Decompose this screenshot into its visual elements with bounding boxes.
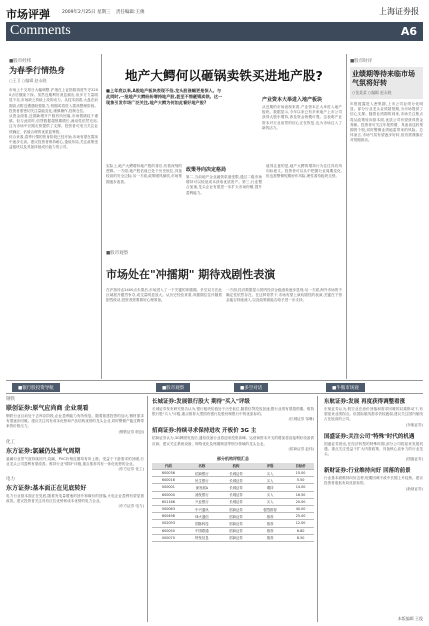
table-cell: 20.00 (287, 498, 314, 505)
table-cell: 12.00 (287, 520, 314, 527)
second-article (106, 248, 342, 378)
table-row (152, 470, 314, 477)
lead-paragraph: 值得注意的是,地产大鳄的增持行为往往具有风向标意义。投资者可以从中把握行业周期变化,但也需警惕短期炒作风险,理性看待板块走势。 (266, 164, 342, 179)
table-header: 机构 (219, 463, 253, 470)
side-paragraph: 从近期的市场表现来看,产业资本正大举进入地产板块。数据显示,今年以来已有多家地产上市公司获得大股东增持,涉及资金规模可观。这表明产业资本对行业前景的信心正在恢复,也为市场注入了新的活力。 (262, 105, 342, 130)
table-cell: 推荐 (253, 513, 287, 520)
news-text: 电力行业基本面正在见底,随着发电量增速的回升和煤价的回落,火电企业盈利有望显著改善。建议投资者关注具有区位优势和成本优势的电力企业。 (6, 494, 144, 504)
page-editor: 责任编辑:王俊 (115, 10, 145, 15)
lead-subhead: 政策导向决定格局 (186, 167, 227, 173)
news-source: (东航证券) (405, 422, 423, 427)
column-tag: ■股市观察 (106, 251, 129, 256)
table-row (152, 527, 314, 534)
section-english: Comments (10, 23, 71, 38)
lead-paragraph: 实际上,地产大鳄增持地产股的背后,有着深刻的逻辑。一方面,地产股估值已处于历史低位,具备较高的安全边际;另一方面,政策暖风频吹,市场预期逐步改善。 (106, 164, 182, 184)
news-item (324, 466, 423, 491)
link-item[interactable]: ■多空对话 (234, 383, 268, 392)
table-cell: 招商证券 (219, 527, 253, 534)
table-cell: 000063 (152, 505, 185, 512)
table-header: 目标价 (287, 463, 314, 470)
news-headline: 东方证券:氯碱仍处景气周期 (6, 447, 81, 455)
table-cell: 烽火通信 (185, 513, 219, 520)
news-headline: 联创证券:原气应尚商 企业观看 (6, 405, 89, 412)
table-cell: 推荐 (253, 520, 287, 527)
table-cell: 民生银行 (185, 477, 219, 484)
article-paragraph: 年报披露进入密集期,上市公司业绩分化明显。部分行业龙头业绩超预期,为市场提供了信心支撑。随着业绩期的到来,市场关注焦点将从政策转向基本面,优质公司有望获得资金青睐。投资者可关注年报预增、具备高送转预期的个股,同时警惕业绩地雷带来的风险。总体而言,市场气氛有望逐步好转,但仍需谨慎应对短期波动。 (350, 102, 423, 143)
table-header: 评级 (253, 463, 287, 470)
article-paragraph: 在沪指冲击2400点未果后,市场进入了一个关键的冲擂期。多空双方在此区域展开激烈争夺,成交量明显放大。从历史经验来看,冲擂期往往伴随着剧烈波动,投资者需要做好心理准备。 (106, 288, 222, 303)
table-cell: 5.50 (287, 477, 314, 484)
table-cell: 特发信息 (185, 534, 219, 541)
page-header (6, 4, 423, 52)
news-headline: 国盛证券:关注公司"特殊"时代的机遇 (324, 433, 415, 440)
newspaper-page (6, 4, 423, 622)
table-cell: 600000 (152, 491, 185, 498)
table-cell: 招商证券 (219, 505, 253, 512)
news-headline: 长城证券:发展银行股大 期待"买入"评级 (152, 399, 250, 405)
link-item[interactable]: ■银行股投资导航 (12, 383, 60, 392)
article-paragraph: 市场上个交易日大幅调整,沪指在上证指数再度失守2200点后继续下探。虽然近期利好消息频出,但多方力量明显不足,市场缺乏持续上攻的动力。从技术面看,大盘在前期高点附近遭遇较强阻力,短期或将进入震荡整理阶段。投资者需密切关注量能变化,谨慎操作,控制仓位。 (9, 88, 98, 113)
article-byline: ○王卫 ○编辑 赵永晓 (9, 78, 47, 83)
news-source: (招商证券 赵伟) (288, 446, 314, 451)
table-cell: 兴业银行 (185, 498, 219, 505)
news-item (6, 476, 144, 509)
table-cell: 中兴通讯 (185, 505, 219, 512)
table-cell: 600036 (152, 470, 185, 477)
header-bar (6, 22, 423, 41)
news-text: 氯碱行业景气度持续回升,烧碱、PVC价格近期均有所上涨。受益于下游需求的回暖,行业龙头公司盈利有望改善。维持行业"增持"评级,重点推荐具有一体化优势的企业。 (6, 456, 144, 466)
table-cell: 推荐 (253, 527, 287, 534)
table-cell: 招商证券 (219, 520, 253, 527)
table-cell: 长城证券 (219, 470, 253, 477)
table-row (152, 513, 314, 520)
news-column-middle (152, 396, 318, 622)
news-text: 国盛证券指出,在经济转型的特殊时期,部分公司将迎来发展机遇。重点关注受益于扩大内需政策、具备核心竞争力的行业龙头。 (324, 441, 423, 457)
table-caption: 部分机构评级汇总 (217, 455, 249, 461)
table-cell: 000070 (152, 534, 185, 541)
table-cell: 深发展A (185, 484, 219, 491)
table-cell: 600050 (152, 527, 185, 534)
table-cell: 000001 (152, 484, 185, 491)
news-source: (东方证券 电力) (118, 504, 144, 509)
table-header-row (152, 463, 314, 470)
table-cell: 15.00 (287, 470, 314, 477)
table-header: 代码 (152, 463, 185, 470)
table-cell: 6.80 (287, 527, 314, 534)
table-cell: 买入 (253, 498, 287, 505)
table-cell: 招商证券 (219, 534, 253, 541)
issue-date: 2009年2月25日 星期三 (62, 10, 111, 15)
table-row (152, 484, 314, 491)
news-item (6, 396, 144, 435)
table-cell: 25.00 (287, 513, 314, 520)
table-row (152, 534, 314, 541)
news-source: (钢铁证券 联创) (118, 429, 144, 434)
links-bar (6, 380, 423, 394)
news-source: (新财证券) (405, 486, 423, 491)
news-item (324, 397, 423, 428)
news-headline: 东方证券:基本面正在见底转好 (6, 485, 87, 493)
article-columns (106, 288, 342, 304)
right-column-article (346, 54, 423, 379)
table-cell: 长城证券 (219, 477, 253, 484)
news-text: 招商证券认为,3G牌照发放后,通信设备行业将迎来投资高峰。运营商资本开支的增加将直接利好设备供应商。建议关注系统设备、网络优化及终端制造等细分领域的龙头企业。 (152, 436, 314, 446)
table-cell: 601166 (152, 498, 185, 505)
news-item (324, 432, 423, 463)
column-tag: ■股市时评 (350, 59, 373, 64)
news-text: 东航证券认为,航空业在油价回落和需求回暖的双重推动下,有望迎来业绩拐点。但国际航线需求仍较疲弱,建议关注国内航线占比较高的公司。 (324, 407, 423, 422)
table-row (152, 505, 314, 512)
table-body (152, 470, 314, 542)
ratings-table (152, 456, 314, 542)
table-cell: 8.50 (287, 534, 314, 541)
table-row (152, 477, 314, 484)
article-headline: 市场处在"冲擂期" 期待戏剧性表演 (106, 268, 276, 281)
newspaper-logo: 上海证券报 (379, 7, 419, 16)
table-cell: 16.50 (287, 491, 314, 498)
table-cell: 买入 (253, 470, 287, 477)
highlight-box (350, 67, 423, 99)
table-header: 名称 (185, 463, 219, 470)
article-byline: ○张某某 ○编辑 赵永晓 (352, 90, 392, 95)
table-cell: 长城证券 (219, 491, 253, 498)
page-number: A6 (400, 25, 417, 38)
lower-news-section (6, 396, 423, 622)
lead-headline: 地产大鳄何以砸锅卖铁买进地产股? (125, 68, 323, 83)
lead-intro: ■上年底以来,A股地产板块表现不俗,龙头股涨幅更是惊人。与此同时,一批地产大鳄纷纷增持地产股,甚至不惜砸锅卖铁。这一现象引发市场广泛关注,地产大鳄为何如此看好地产股? (106, 88, 223, 105)
link-item[interactable]: ■牛熊市场观 (326, 383, 365, 392)
news-source: (国盛证券) (405, 457, 423, 462)
table-cell: 中国联通 (185, 527, 219, 534)
section-name: 市场评弹 (6, 8, 50, 21)
page-footer: 本版编辑 王俊 (397, 616, 423, 621)
table-cell: 浦发银行 (185, 491, 219, 498)
article-paragraph: 综合来看,春季行情的热身阶段已经开始,市场有望在震荡中逐步走高。建议投资者保持耐心,逢低布局,关注政策受益板块以及具备持续成长能力的公司。 (9, 134, 98, 150)
news-item (6, 439, 144, 472)
news-source: (东方证券 化工) (118, 467, 144, 472)
column-tag: ■股市经纬 (9, 59, 32, 64)
table-cell: 14.00 (287, 484, 314, 491)
news-column-right (322, 396, 423, 622)
lead-paragraph: 第二,当前地产企业融资渠道受限,通过二级市场增持可以较低成本获取优质资产。第三,行业整合加速,龙头企业有望进一步扩大市场份额,提升盈利能力。 (186, 175, 262, 195)
news-headline: 东航证券:发展 再度获得调整看涨 (324, 399, 406, 405)
news-sector: 钢铁 (6, 397, 15, 402)
news-headline: 新财证券:行业维持向好 回落的前景 (324, 468, 411, 475)
news-item (152, 397, 314, 422)
table-cell: 长城证券 (219, 498, 253, 505)
news-column-left (6, 396, 148, 622)
article-paragraph: 一方面,经济数据显示国内经济企稳迹象逐步显现;另一方面,海外市场的不确定性依然存在。在这种背景下,市场有望上演戏剧性的表演,关键在于资金能否持续流入,以及政策面能否给予进一步支持。 (226, 288, 342, 303)
table-cell: 推荐 (253, 534, 287, 541)
link-item[interactable]: ■股市观察 (156, 383, 190, 392)
side-subhead: 产业资本大举进入地产板块 (262, 97, 323, 103)
news-source: (长城证券 邹琳) (288, 417, 314, 422)
table-cell: 招商证券 (219, 513, 253, 520)
table-cell: 600498 (152, 513, 185, 520)
article-headline: 业绩期等待来临市场气氛将好转 (352, 70, 415, 87)
article-paragraph: 从资金面看,近期新增开户数有所回落,市场情绪趋于谨慎。但与此同时,信贷数据超预期增长,流动性依然充裕,这为市场中长期走势提供了支撑。投资者可适当关注业绩确定、估值合理的优质蓝筹股。 (9, 114, 98, 134)
table-cell: 002093 (152, 520, 185, 527)
lead-side-column (262, 94, 342, 244)
table-cell: 长城证券 (219, 484, 253, 491)
table-cell: 买入 (253, 477, 287, 484)
news-sector: 化工 (6, 439, 15, 445)
news-item (152, 426, 314, 451)
table-cell: 强烈推荐 (253, 505, 287, 512)
news-text: 钢铁行业目前处于去库存阶段,企业盈利能力有所恢复。随着基建投资的加大,钢材需求有望逐步回暖。建议关注具有成本优势和产品结构优势的龙头企业,同时警惕产能过剩带来的价格压力。 (6, 414, 144, 429)
table-cell: 增持 (253, 484, 287, 491)
left-column-article (6, 54, 102, 379)
table-cell: 600016 (152, 477, 185, 484)
news-sector: 电力 (6, 477, 15, 483)
news-text: 长城证券发布研究报告认为,银行板块估值处于历史低位,随着信贷投放加速,银行业绩有望超预期。维持银行股"买入"评级,重点推荐大型国有银行及股份制银行中的优质标的。 (152, 407, 314, 417)
news-headline: 招商证券:持续寻求保持进攻 开板价 3G 主 (152, 428, 257, 435)
table-cell: 40.00 (287, 505, 314, 512)
table-cell: 国脉科技 (185, 520, 219, 527)
table-row (152, 520, 314, 527)
table-row (152, 498, 314, 505)
table-row (152, 491, 314, 498)
table-cell: 买入 (253, 491, 287, 498)
table-cell: 招商银行 (185, 470, 219, 477)
news-text: 行业基本面维持向好态势,短期回调不改中长期上升趋势。建议投资者逢低布局优质标的。 (324, 476, 423, 486)
article-headline: 为春季行情热身 (9, 66, 65, 75)
header-meta (62, 9, 148, 15)
